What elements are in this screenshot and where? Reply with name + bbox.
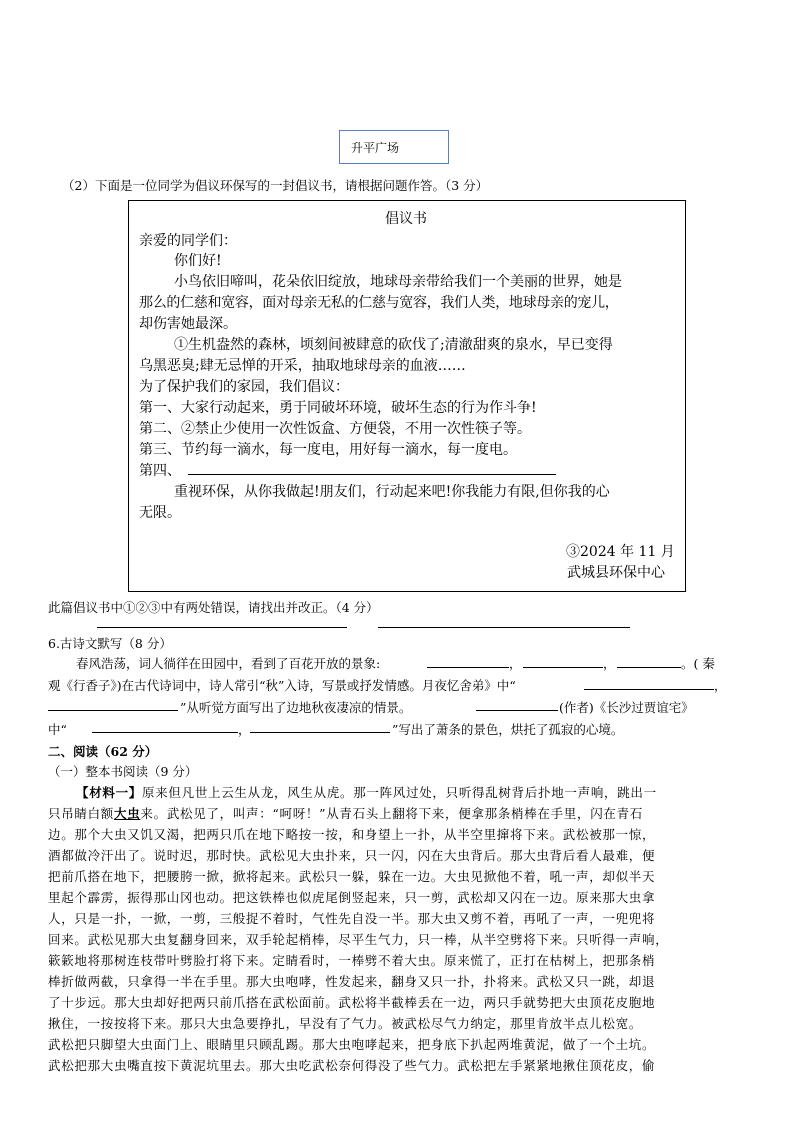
letter-paragraph-1-line-2: 那么的仁慈和宽容，面对母亲无私的仁慈与宽容，我们人类，地球母亲的宠儿， (139, 295, 619, 311)
reading-line-1-text: 原来但凡世上云生从龙，风生从虎。那一阵风过处，只听得乱树背后扑地一声响，跳出一 (142, 785, 657, 800)
letter-salutation: 亲爱的同学们： (139, 233, 237, 249)
q6-line-3-source: (作者)《长沙过贾谊宅》 (559, 700, 694, 715)
q6-blank-5[interactable] (48, 710, 178, 711)
error-answer-line-2[interactable] (378, 627, 630, 628)
letter-paragraph-1-line-3: 却伤害她最深。 (139, 316, 237, 332)
q6-blank-3[interactable] (617, 667, 681, 668)
reading-line-5: 把前爪搭在地下，把腰胯一掀，掀将起来。武松只一躲，躲在一边。大虫见掀他不着，吼一声，却似半天 (48, 869, 656, 884)
letter-item-3: 第三、节约每一滴水，每一度电，用好每一滴水，每一度电。 (139, 442, 517, 458)
q6-blank-1[interactable] (427, 667, 509, 668)
q6-line-1-text: 春风浩荡，词人徜徉在田园中，看到了百花开放的景象: (76, 656, 381, 671)
letter-item-1: 第一、大家行动起来，勇于同破坏环境，破坏生态的行为作斗争! (139, 400, 537, 416)
reading-line-7: 人，只是一扑，一掀，一剪，三般捉不着时，气性先自没一半。那大虫又剪不着，再吼了一声，一兜兜将 (48, 911, 656, 926)
q6-line-1-end: 。( 秦 (681, 656, 715, 671)
reading-line-14: 武松把那大虫嘴直按下黄泥坑里去。那大虫吃武松奈何得没了些气力。武松把左手紧紧地揪住顶花皮，偷 (48, 1058, 656, 1073)
letter-date: ③2024 年 11 月 (566, 544, 675, 560)
reading-line-9: 簌簌地将那树连枝带叶劈脸打将下来。定睛看时，一棒劈不着大虫。原来慌了，正打在枯树上，把那条梢 (48, 953, 656, 968)
q6-heading: 6.古诗文默写（8 分） (48, 636, 172, 651)
q6-line-3-text: ”从听觉方面写出了边地秋夜凄凉的情景。 (180, 700, 412, 715)
sign-text: 升平广场 (351, 141, 400, 155)
reading-line-3: 边。那个大虫又饥又渴，把两只爪在地下略按一按，和身望上一扑，从半空里撺将下来。武松被那一惊， (48, 827, 656, 842)
q6-line-2-text: 观《行香子》)在古代诗词中，诗人常引“秋”入诗，写景或抒发情感。月夜忆舍弟》中“ (48, 678, 516, 693)
reading-line-6: 里起个霹雳，振得那山冈也动。把这铁棒也似虎尾倒竖起来，只一剪，武松却又闪在一边。原来那大虫拿 (48, 890, 656, 905)
letter-item-4: 第四、 (139, 463, 181, 479)
letter-paragraph-1-line-1: 小鸟依旧啼叫，花朵依旧绽放，地球母亲带给我们一个美丽的世界，她是 (174, 274, 622, 290)
material-1-tag: 【材料一】 (76, 785, 143, 800)
question-2-prompt: （2）下面是一位同学为倡议环保写的一封倡议书，请根据问题作答。（3 分） (62, 178, 489, 193)
reading-line-13: 武松把只脚望大虫面门上、眼睛里只顾乱踢。那大虫咆哮起来，把身底下扒起两堆黄泥，做了一个土坑。 (48, 1037, 656, 1052)
q6-line-4-start: 中“ (48, 722, 67, 737)
letter-closing-line-1: 重视环保，从你我做起!朋友们，行动起来吧!你我能力有限,但你我的心 (174, 484, 610, 500)
reading-line-2-b: 来。武松见了，叫声：“呵呀！”从青石头上翻将下来，便拿那条梢棒在手里，闪在青石 (140, 806, 644, 821)
q6-line-1-comma-1: ， (509, 656, 522, 671)
q6-blank-2[interactable] (523, 667, 603, 668)
reading-line-4: 酒都做冷汗出了。说时迟，那时快。武松见大虫扑来，只一闪，闪在大虫背后。那大虫背后看人最难，便 (48, 848, 656, 863)
reading-emphasis-word: 大虫 (114, 806, 141, 821)
error-question-prompt: 此篇倡议书中①②③中有两处错误，请找出并改正。（4 分） (48, 600, 379, 615)
q6-line-2-end: ， (714, 678, 727, 693)
section-2-heading: 二、阅读（62 分） (48, 744, 158, 759)
letter-title: 倡议书 (385, 211, 427, 227)
error-answer-line-1[interactable] (97, 627, 347, 628)
reading-line-2 (48, 804, 643, 822)
letter-item-2: 第二、②禁止少使用一次性饭盒、方便袋，不用一次性筷子等。 (139, 421, 531, 437)
letter-proposal-intro: 为了保护我们的家园，我们倡议： (139, 379, 349, 395)
letter-greeting: 你们好! (174, 253, 222, 269)
q6-line-4-comma: ， (238, 722, 251, 737)
reading-line-12: 揪住，一按按将下来。那只大虫急要挣扎，早没有了气力。被武松尽气力纳定，那里肯放半点儿松宽。 (48, 1016, 643, 1031)
letter-item-4-answer-line[interactable] (188, 474, 556, 475)
q6-line-4-end: ”写出了萧条的景色，烘托了孤寂的心境。 (392, 722, 624, 737)
q6-blank-4[interactable] (584, 689, 714, 690)
letter-closing-line-2: 无限。 (139, 505, 181, 521)
q6-blank-author[interactable] (476, 710, 558, 711)
letter-paragraph-2-line-1: ①生机盎然的森林，顷刻间被肆意的砍伐了;清澈甜爽的泉水，早已变得 (174, 337, 613, 353)
letter-paragraph-2-line-2: 乌黑恶臭;肆无忌惮的开采，抽取地球母亲的血液…… (139, 358, 466, 374)
section-2-subheading: （一）整本书阅读（9 分） (48, 764, 198, 779)
reading-line-10: 棒折做两截，只拿得一半在手里。那大虫咆哮，性发起来，翻身又只一扑，扑将来。武松又只一跳，却退 (48, 974, 656, 989)
letter-signer: 武城县环保中心 (567, 565, 665, 581)
sign-image-box (339, 130, 449, 164)
reading-line-2-a: 只吊睛白额 (48, 806, 115, 821)
q6-line-1-comma-2: ， (603, 656, 616, 671)
reading-line-1 (76, 783, 657, 801)
q6-blank-6-line[interactable] (92, 732, 238, 733)
reading-line-8: 回来。武松见那大虫复翻身回来，双手轮起梢棒，尽平生气力，只一棒，从半空劈将下来。只听得一声响， (48, 932, 669, 947)
q6-blank-7[interactable] (250, 732, 390, 733)
reading-line-11: 了十步远。那大虫却好把两只前爪搭在武松面前。武松将半截棒丢在一边，两只手就势把大虫顶花皮胞地 (48, 995, 656, 1010)
